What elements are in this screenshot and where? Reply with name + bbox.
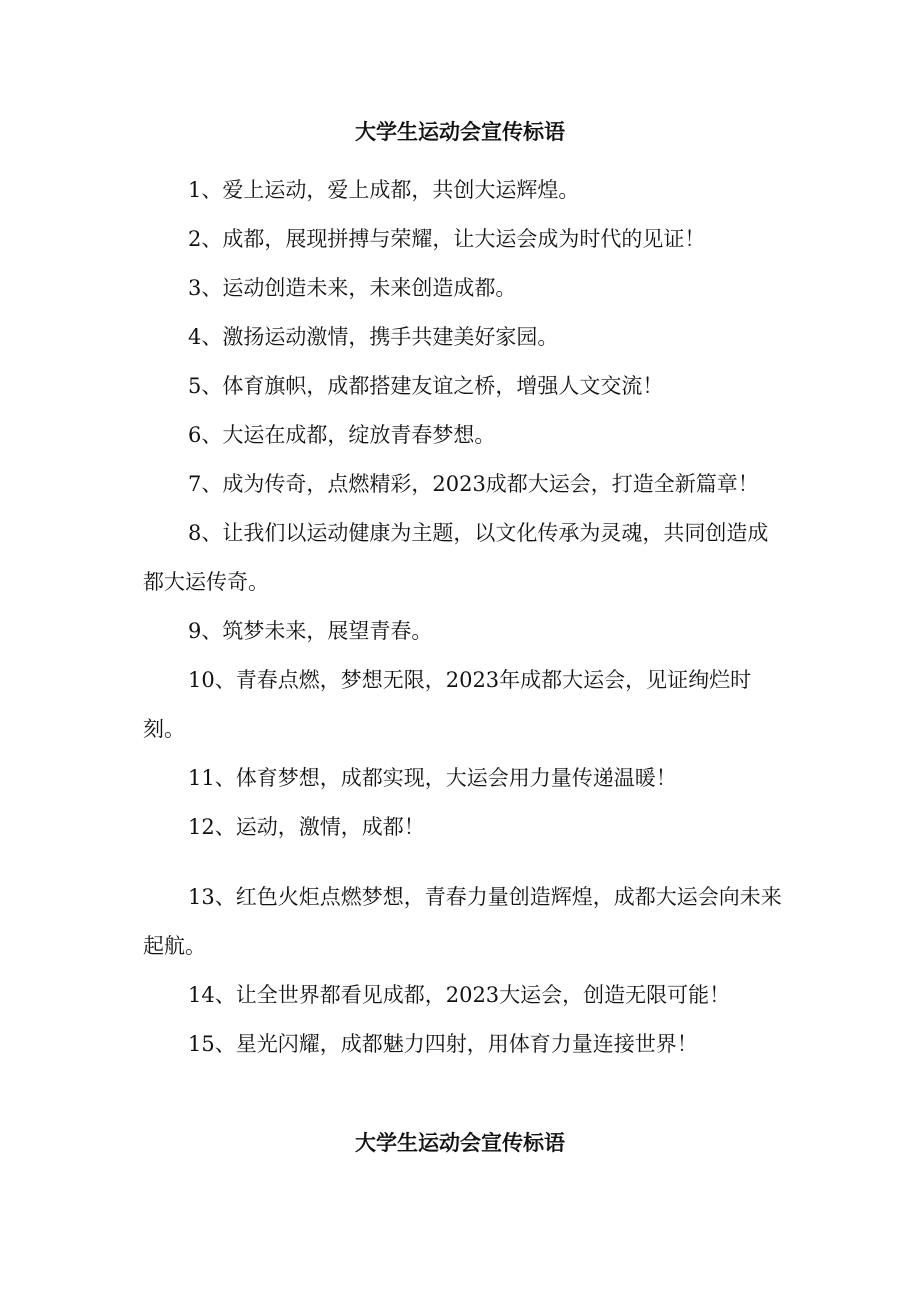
slogan-item-2: 2、成都，展现拼搏与荣耀，让大运会成为时代的见证！ [188,227,706,251]
next-page-title: 大学生运动会宣传标语 [355,1131,565,1155]
slogan-item-14: 14、让全世界都看见成都，2023大运会，创造无限可能！ [188,983,731,1007]
document-title: 大学生运动会宣传标语 [355,120,565,144]
slogan-item-7: 7、成为传奇，点燃精彩，2023成都大运会，打造全新篇章！ [188,472,759,496]
slogan-item-12: 12、运动，激情，成都！ [188,815,425,839]
slogan-item-4: 4、激扬运动激情，携手共建美好家园。 [188,325,559,349]
slogan-item-5: 5、体育旗帜，成都搭建友谊之桥，增强人文交流！ [188,374,664,398]
slogan-item-11: 11、体育梦想，成都实现，大运会用力量传递温暖！ [188,766,677,790]
slogan-list [143,166,783,1069]
slogan-item-6: 6、大运在成都，绽放青春梦想。 [188,423,496,447]
slogan-item-1: 1、爱上运动，爱上成都，共创大运辉煌。 [188,178,580,202]
slogan-item-3: 3、运动创造未来，未来创造成都。 [188,276,517,300]
slogan-item-15: 15、星光闪耀，成都魅力四射，用体育力量连接世界！ [188,1032,698,1056]
slogan-item-13: 13、红色火炬点燃梦想，青春力量创造辉煌，成都大运会向未来起航。 [143,885,782,958]
slogan-item-9: 9、筑梦未来，展望青春。 [188,619,433,643]
slogan-item-8: 8、让我们以运动健康为主题，以文化传承为灵魂，共同创造成都大运传奇。 [143,521,769,594]
slogan-item-10: 10、青春点燃，梦想无限，2023年成都大运会，见证绚烂时刻。 [143,668,752,741]
